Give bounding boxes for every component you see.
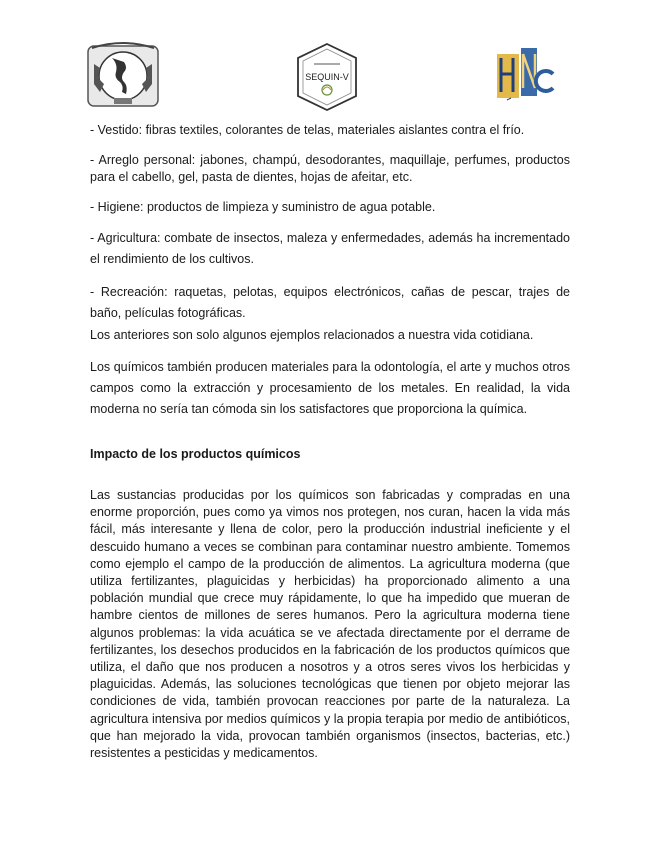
paragraph-recreacion: - Recreación: raquetas, pelotas, equipos electrónicos, cañas de pescar, trajes de baño, películas fotográficas. xyxy=(90,285,570,320)
hnc-logo xyxy=(493,44,557,106)
sequin-v-logo xyxy=(292,42,362,112)
sequin-logo-text: SEQUIN-V xyxy=(305,72,349,82)
paragraph-impacto: Las sustancias producidas por los químicos son fabricadas y compradas en una enorme proporción, pues como ya vimos nos protegen, nos curan, hacen la vida más fácil, más interesante y llena de color, pero la producción industrial ineficiente y el descuido humano a veces se combinan para contaminar nuestro ambiente. Tomemos como ejemplo el campo de la producción de alimentos. La agricultura moderna (que utiliza fertilizantes, plaguicidas y herbicidas) ha proporcionado alimento a una población mundial que crece muy rápidamente, lo que ha impedido que mueran de hambre cientos de millones de seres humanos. Pero la agricultura moderna tiene algunos problemas: la vida acuática se ve afectada directamente por el derrame de fertilizantes, los desechos producidos en la fabricación de los productos químicos que utiliza, el daño que nos producen a nosotros y a otros seres vivos los herbicidas y plaguicidas. Además, las soluciones tecnológicas que tienen por objeto mejorar las condiciones de vida, también provocan reacciones por parte de la naturaleza. La agricultura intensiva por medios químicos y la propia terapia por medio de antibióticos, que han mejorado la vida, provocan también organismos (insectos, bacterias, etc.) resistentes a pesticidas y medicamentos. xyxy=(90,488,570,761)
document-body xyxy=(90,122,570,762)
unam-seal-logo xyxy=(86,36,160,110)
paragraph-agricultura: - Agricultura: combate de insectos, maleza y enfermedades, además ha incrementado el rendimiento de los cultivos. xyxy=(90,231,570,266)
paragraph-arreglo-personal: - Arreglo personal: jabones, champú, desodorantes, maquillaje, perfumes, productos para el cabello, gel, pasta de dientes, hojas de afeitar, etc. xyxy=(90,152,570,184)
paragraph-ejemplos: Los anteriores son solo algunos ejemplos relacionados a nuestra vida cotidiana. xyxy=(90,328,534,342)
section-heading: Impacto de los productos químicos xyxy=(90,446,301,461)
paragraph-quimicos: Los químicos también producen materiales para la odontología, el arte y muchos otros campos como la extracción y procesamiento de los metales. En realidad, la vida moderna no sería tan cómoda sin los satisfactores que proporciona la química. xyxy=(90,359,570,416)
paragraph-vestido: - Vestido: fibras textiles, colorantes de telas, materiales aislantes contra el frío. xyxy=(90,123,525,137)
page-header xyxy=(0,30,655,110)
paragraph-higiene: - Higiene: productos de limpieza y suministro de agua potable. xyxy=(90,199,436,214)
